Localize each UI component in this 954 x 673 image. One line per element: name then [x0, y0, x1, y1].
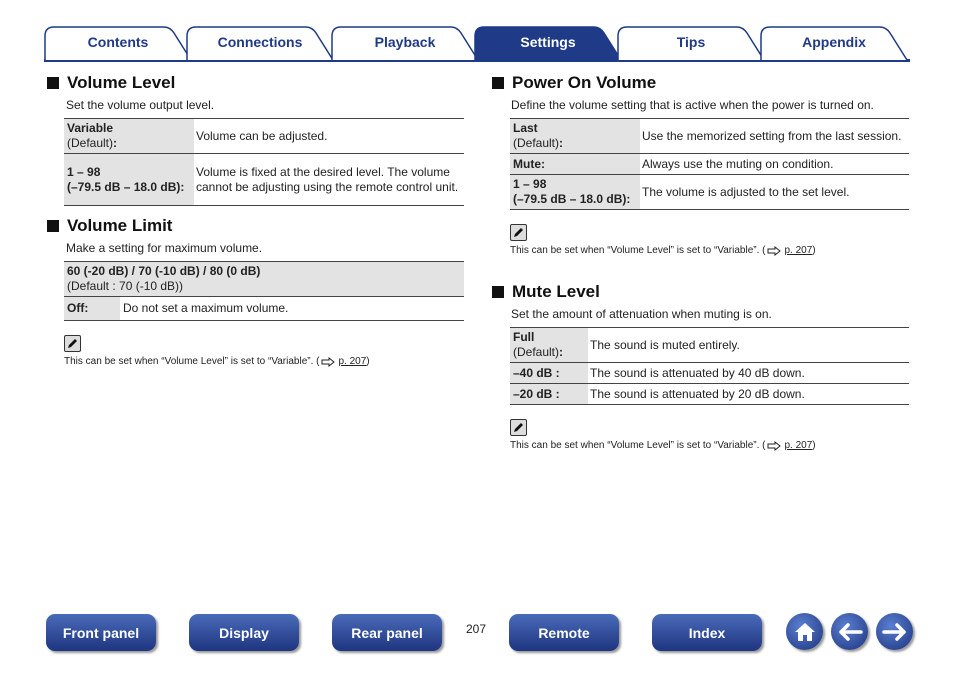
pencil-icon	[64, 335, 81, 352]
pointing-hand-icon	[767, 441, 781, 451]
tab-appendix[interactable]	[760, 26, 908, 60]
table-row	[510, 363, 909, 384]
option-range: (–79.5 dB – 18.0 dB):	[67, 179, 185, 194]
tab-tips[interactable]	[617, 26, 765, 60]
tab-settings[interactable]	[474, 26, 622, 60]
page-reference-link[interactable]: p. 207	[338, 356, 367, 367]
note	[510, 224, 909, 256]
tab-label: Settings	[520, 34, 576, 50]
page-reference-link[interactable]: p. 207	[784, 245, 813, 256]
option-default: (Default : 70 (-10 dB))	[67, 279, 184, 293]
index-button[interactable]: Index	[652, 614, 762, 651]
square-bullet-icon	[492, 77, 504, 89]
table-row	[510, 175, 909, 210]
option-value: Volume is fixed at the desired level. The volume cannot be adjusting using the remote control unit.	[194, 154, 464, 206]
section-heading	[491, 282, 909, 302]
volume-limit-section	[46, 216, 464, 367]
forward-button[interactable]	[876, 613, 913, 650]
option-value: Use the memorized setting from the last session.	[640, 119, 909, 154]
tab-label: Tips	[676, 34, 706, 50]
square-bullet-icon	[492, 286, 504, 298]
option-default: (Default)	[513, 136, 560, 150]
option-value: Volume can be adjusted.	[194, 119, 464, 154]
table-row	[64, 119, 464, 154]
pointing-hand-icon	[767, 246, 781, 256]
option-name: 1 – 98	[513, 177, 547, 191]
option-name: Variable	[67, 121, 114, 135]
section-title: Volume Limit	[67, 216, 173, 235]
section-description: Set the volume output level.	[66, 98, 215, 112]
option-name: Full	[513, 330, 535, 344]
option-colon: :	[559, 345, 564, 359]
option-colon: :	[559, 136, 564, 150]
pencil-icon	[510, 224, 527, 241]
volume-level-section	[46, 73, 464, 206]
options-table	[64, 261, 464, 321]
section-description: Define the volume setting that is active when the power is turned on.	[511, 98, 874, 112]
display-button[interactable]: Display	[189, 614, 299, 651]
option-key	[64, 262, 464, 297]
option-value: The sound is attenuated by 40 dB down.	[588, 363, 909, 384]
page-number: 207	[466, 622, 487, 636]
table-row	[64, 262, 464, 297]
table-row	[510, 384, 909, 405]
option-name: Last	[513, 121, 538, 135]
tab-label: Appendix	[802, 34, 866, 50]
option-key: –20 dB :	[510, 384, 588, 405]
option-colon: :	[113, 136, 118, 150]
square-bullet-icon	[47, 220, 59, 232]
option-key	[510, 119, 640, 154]
section-description: Set the amount of attenuation when muting is on.	[511, 307, 772, 321]
option-key	[64, 119, 194, 154]
option-key: Off:	[64, 297, 120, 321]
tab-playback[interactable]	[331, 26, 479, 60]
note-body: This can be set when “Volume Level” is set to “Variable”.	[64, 356, 314, 367]
option-value: Always use the muting on condition.	[640, 154, 909, 175]
section-heading	[491, 73, 909, 93]
remote-button[interactable]: Remote	[509, 614, 619, 651]
options-table	[510, 327, 909, 405]
tab-connections[interactable]	[186, 26, 334, 60]
home-icon	[793, 621, 817, 643]
table-row	[510, 119, 909, 154]
option-name: 1 – 98	[67, 164, 101, 179]
option-key	[510, 175, 640, 210]
page-reference-link[interactable]: p. 207	[784, 440, 813, 451]
note-body: This can be set when “Volume Level” is set to “Variable”.	[510, 245, 760, 256]
option-key: –40 dB :	[510, 363, 588, 384]
option-key: Mute:	[510, 154, 640, 175]
note	[510, 419, 909, 451]
section-description: Make a setting for maximum volume.	[66, 241, 263, 255]
tab-bar	[44, 26, 910, 62]
option-default: (Default)	[513, 345, 560, 359]
option-name: 60 (-20 dB) / 70 (-10 dB) / 80 (0 dB)	[67, 264, 261, 278]
note	[64, 335, 464, 367]
power-on-volume-section	[491, 73, 909, 256]
table-row	[510, 328, 909, 363]
option-key	[510, 328, 588, 363]
rear-panel-button[interactable]: Rear panel	[332, 614, 442, 651]
option-value: Do not set a maximum volume.	[120, 297, 464, 321]
note-text: This can be set when “Volume Level” is set to “Variable”. ( p. 207 )	[510, 440, 816, 451]
note-body: This can be set when “Volume Level” is set to “Variable”.	[510, 440, 760, 451]
section-title: Volume Level	[67, 73, 176, 92]
square-bullet-icon	[47, 77, 59, 89]
pointing-hand-icon	[321, 357, 335, 367]
tab-contents[interactable]	[44, 26, 192, 60]
options-table	[64, 118, 464, 206]
note-text: This can be set when “Volume Level” is set to “Variable”. ( p. 207 )	[64, 356, 370, 367]
pencil-icon	[510, 419, 527, 436]
tab-label: Contents	[87, 34, 149, 50]
option-value: The sound is muted entirely.	[588, 328, 909, 363]
options-table	[510, 118, 909, 210]
section-title: Power On Volume	[512, 73, 657, 92]
section-title: Mute Level	[512, 282, 600, 301]
option-key	[64, 154, 194, 206]
option-value: The sound is attenuated by 20 dB down.	[588, 384, 909, 405]
tab-label: Playback	[374, 34, 436, 50]
option-value: The volume is adjusted to the set level.	[640, 175, 909, 210]
mute-level-section	[491, 282, 909, 451]
forward-arrow-icon	[882, 622, 908, 642]
table-row	[64, 297, 464, 321]
section-heading	[46, 216, 464, 236]
section-heading	[46, 73, 464, 93]
table-row	[510, 154, 909, 175]
table-row	[64, 154, 464, 206]
tab-label: Connections	[217, 34, 303, 50]
home-button[interactable]	[786, 613, 823, 650]
option-default: (Default)	[67, 136, 114, 150]
front-panel-button[interactable]: Front panel	[46, 614, 156, 651]
back-arrow-icon	[837, 622, 863, 642]
note-text: This can be set when “Volume Level” is set to “Variable”. ( p. 207 )	[510, 245, 816, 256]
back-button[interactable]	[831, 613, 868, 650]
option-range: (–79.5 dB – 18.0 dB):	[513, 192, 631, 206]
